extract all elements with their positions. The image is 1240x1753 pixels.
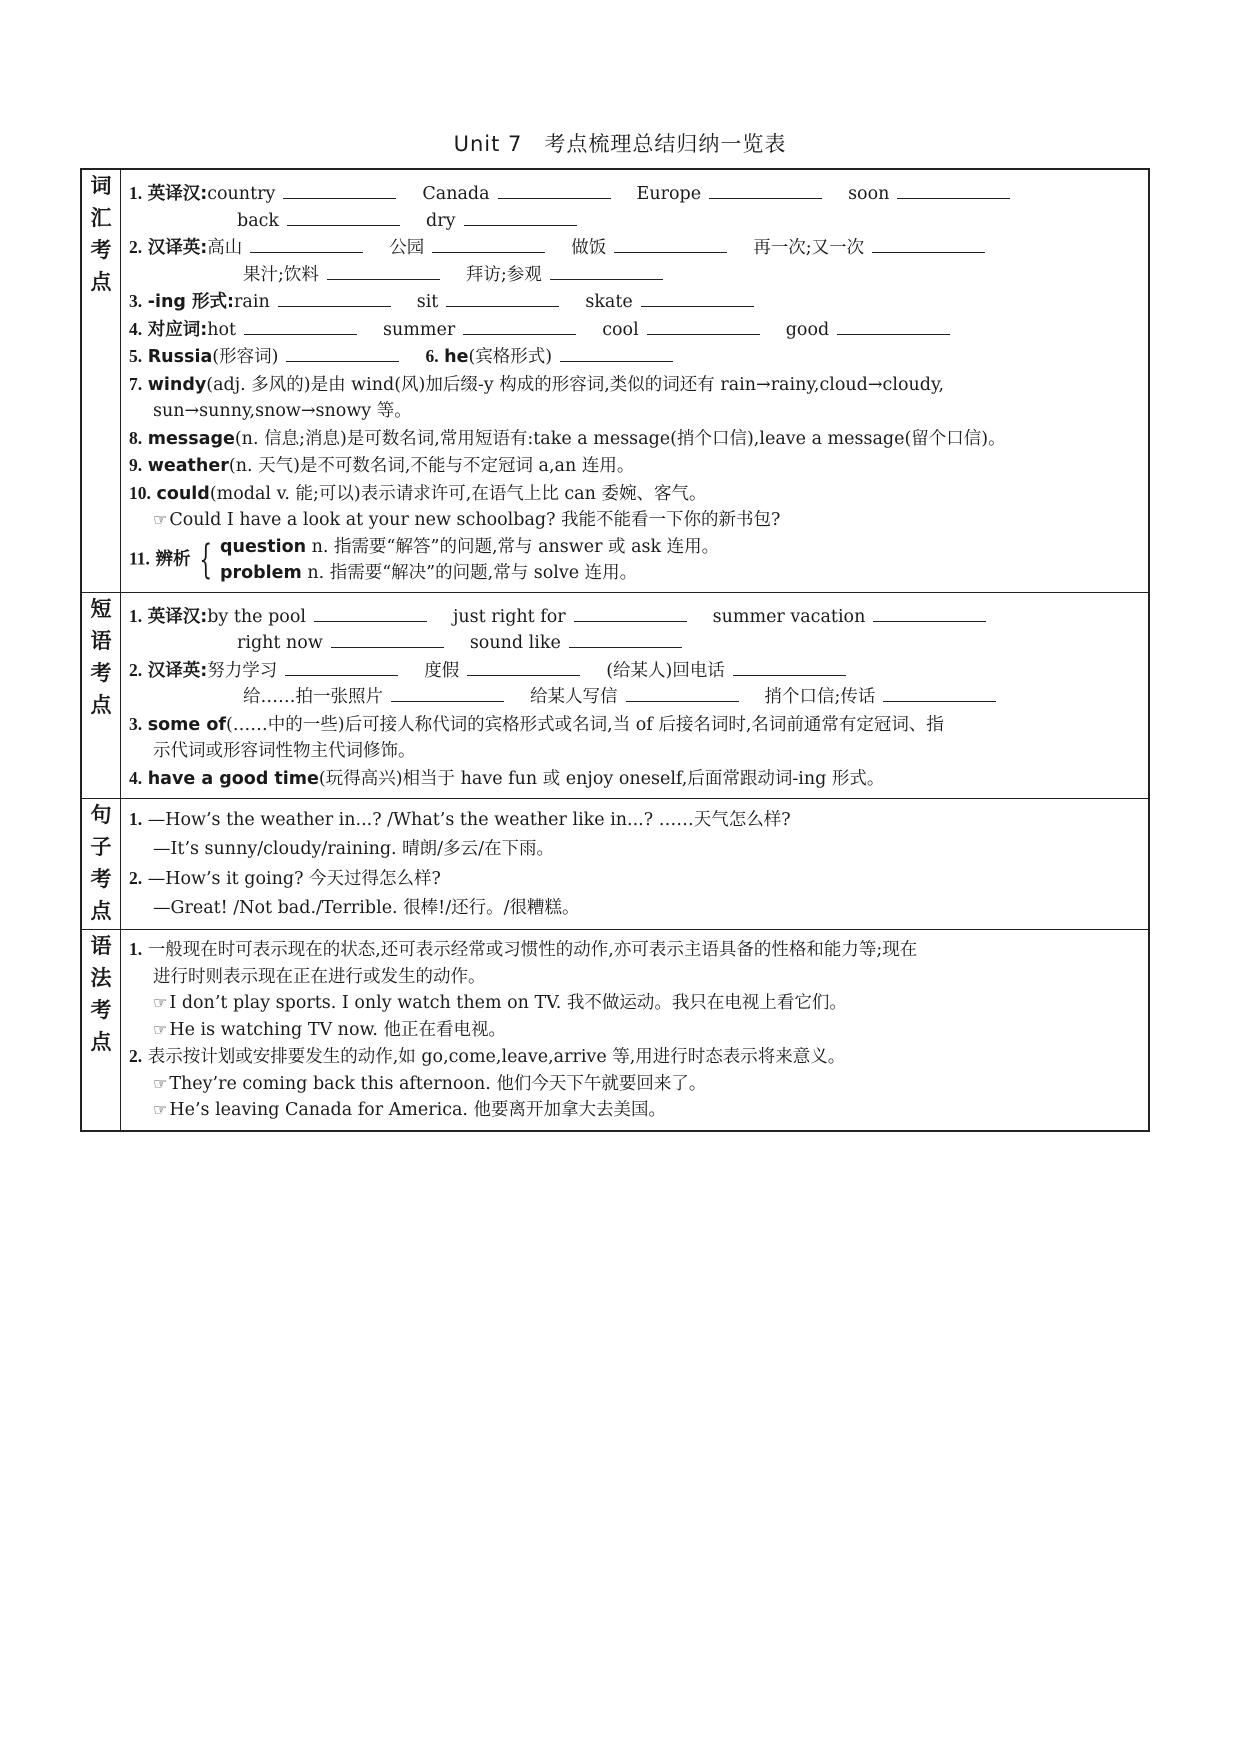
answer-blank[interactable] xyxy=(872,250,985,253)
answer-blank[interactable] xyxy=(286,359,399,362)
section-phrase xyxy=(81,592,1149,799)
grammar-item-1b: 进行时则表示现在正在进行或发生的动作。 xyxy=(153,966,486,987)
sentence-item-2b: —Great! /Not bad./Terrible. 很棒!/还行。/很糟糕。 xyxy=(153,898,580,918)
vocab-item-7b: sun→sunny,snow→snowy 等。 xyxy=(153,401,412,421)
vocab-item-1: 1. 英译汉:country Canada Europe soon xyxy=(129,180,1140,208)
answer-blank[interactable] xyxy=(331,645,444,648)
phrase-item-2b: 给……拍一张照片 给某人写信 捎个口信;传话 xyxy=(129,684,1140,711)
answer-blank[interactable] xyxy=(432,250,545,253)
vocab-item-10: 10. could(modal v. 能;可以)表示请求许可,在语气上比 can 委婉、客气。 xyxy=(129,482,707,504)
title-text: 考点梳理总结归纳一览表 xyxy=(544,132,787,156)
vocab-item-1b: back dry xyxy=(129,208,1140,235)
section-content-sentence xyxy=(121,799,1150,930)
grammar-example-3: ☞ They’re coming back this afternoon. 他们今天下午就要回来了。 xyxy=(153,1073,707,1094)
answer-blank[interactable] xyxy=(327,277,440,280)
answer-blank[interactable] xyxy=(283,196,396,199)
section-vocab xyxy=(81,169,1149,592)
answer-blank[interactable] xyxy=(287,223,400,226)
vocab-item-11: 11. 辨析 { question n. 指需要“解答”的问题,常与 answer 或 ask 连用。 problem n. 指需要“解决”的问题,常与 solve 连用。 xyxy=(129,536,720,583)
vocab-item-2b: 果汁;饮料 拜访;参观 xyxy=(129,262,1140,289)
answer-blank[interactable] xyxy=(574,619,687,622)
sentence-item-1: 1. —How’s the weather in...? /What’s the weather like in...? ……天气怎么样? xyxy=(129,809,791,830)
grammar-item-1: 1. 一般现在时可表示现在的状态,还可表示经常或习惯性的动作,亦可表示主语具备的性格和能力等;现在 xyxy=(129,939,918,960)
answer-blank[interactable] xyxy=(647,332,760,335)
answer-blank[interactable] xyxy=(244,332,357,335)
answer-blank[interactable] xyxy=(569,645,682,648)
grammar-example-4: ☞ He’s leaving Canada for America. 他要离开加拿大去美国。 xyxy=(153,1100,667,1120)
answer-blank[interactable] xyxy=(883,699,996,702)
section-content-vocab xyxy=(121,169,1150,592)
answer-blank[interactable] xyxy=(897,196,1010,199)
unit-label: Unit 7 xyxy=(453,132,523,156)
phrase-item-1b: right now sound like xyxy=(129,630,1140,657)
vocab-item-9: 9. weather(n. 天气)是不可数名词,不能与不定冠词 a,an 连用。 xyxy=(129,455,635,476)
pointing-hand-icon: ☞ xyxy=(153,993,168,1012)
section-content-grammar xyxy=(121,930,1150,1131)
phrase-item-3: 3. some of(……中的一些)后可接人称代词的宾格形式或名词,当 of 后接名词时,名词前通常有定冠词、指 xyxy=(129,713,944,735)
answer-blank[interactable] xyxy=(837,332,950,335)
section-sentence xyxy=(81,799,1149,930)
answer-blank[interactable] xyxy=(614,250,727,253)
grammar-item-2: 2. 表示按计划或安排要发生的动作,如 go,come,leave,arrive 等,用进行时态表示将来意义。 xyxy=(129,1046,846,1067)
vocab-item-2: 2. 汉译英:高山 公园 做饭 再一次;又一次 xyxy=(129,234,1140,262)
answer-blank[interactable] xyxy=(550,277,663,280)
phrase-item-4: 4. have a good time(玩得高兴)相当于 have fun 或 enjoy oneself,后面常跟动词-ing 形式。 xyxy=(129,767,885,789)
answer-blank[interactable] xyxy=(733,673,846,676)
vocab-item-3: 3. -ing 形式:rain sit skate xyxy=(129,288,1140,316)
vocab-item-10-example: ☞ Could I have a look at your new schoolbag? 我能不能看一下你的新书包? xyxy=(153,510,781,530)
answer-blank[interactable] xyxy=(709,196,822,199)
answer-blank[interactable] xyxy=(626,699,739,702)
sentence-item-2: 2. —How’s it going? 今天过得怎么样? xyxy=(129,868,441,889)
answer-blank[interactable] xyxy=(498,196,611,199)
grammar-example-1: ☞ I don’t play sports. I only watch them on TV. 我不做运动。我只在电视上看它们。 xyxy=(153,993,847,1013)
answer-blank[interactable] xyxy=(446,304,559,307)
page-title xyxy=(0,128,1240,158)
brace-icon: { xyxy=(198,536,212,583)
pointing-hand-icon: ☞ xyxy=(153,510,168,529)
answer-blank[interactable] xyxy=(873,619,986,622)
phrase-item-3b: 示代词或形容词性物主代词修饰。 xyxy=(153,741,416,761)
answer-blank[interactable] xyxy=(314,619,427,622)
answer-blank[interactable] xyxy=(467,673,580,676)
answer-blank[interactable] xyxy=(464,223,577,226)
grammar-example-2: ☞ He is watching TV now. 他正在看电视。 xyxy=(153,1019,507,1040)
pointing-hand-icon: ☞ xyxy=(153,1073,168,1093)
answer-blank[interactable] xyxy=(560,359,673,362)
answer-blank[interactable] xyxy=(391,699,504,702)
vocab-item-4: 4. 对应词:hot summer cool good xyxy=(129,316,1140,344)
vocab-item-7: 7. windy(adj. 多风的)是由 wind(风)加后缀-y 构成的形容词,类似的词还有 rain→rainy,cloud→cloudy, xyxy=(129,373,945,395)
vocab-item-5-6: 5. Russia(形容词) 6. he(宾格形式) xyxy=(129,343,1140,371)
phrase-item-2: 2. 汉译英:努力学习 度假 (给某人)回电话 xyxy=(129,657,1140,685)
section-label-phrase: 短 语 考 点 xyxy=(81,592,121,799)
section-label-vocab: 词 汇 考 点 xyxy=(81,169,121,592)
section-label-grammar: 语 法 考 点 xyxy=(81,930,121,1131)
answer-blank[interactable] xyxy=(285,673,398,676)
answer-blank[interactable] xyxy=(641,304,754,307)
answer-blank[interactable] xyxy=(463,332,576,335)
answer-blank[interactable] xyxy=(250,250,363,253)
section-grammar xyxy=(81,930,1149,1131)
vocab-item-8: 8. message(n. 信息;消息)是可数名词,常用短语有:take a message(捎个口信),leave a message(留个口信)。 xyxy=(129,427,1006,449)
pointing-hand-icon: ☞ xyxy=(153,1019,168,1039)
summary-table xyxy=(80,168,1150,1132)
sentence-item-1b: —It’s sunny/cloudy/raining. 晴朗/多云/在下雨。 xyxy=(153,839,554,859)
answer-blank[interactable] xyxy=(278,304,391,307)
phrase-item-1: 1. 英译汉:by the pool just right for summer vacation xyxy=(129,603,1140,631)
section-label-sentence: 句 子 考 点 xyxy=(81,799,121,930)
pointing-hand-icon: ☞ xyxy=(153,1100,168,1119)
section-content-phrase xyxy=(121,592,1150,799)
